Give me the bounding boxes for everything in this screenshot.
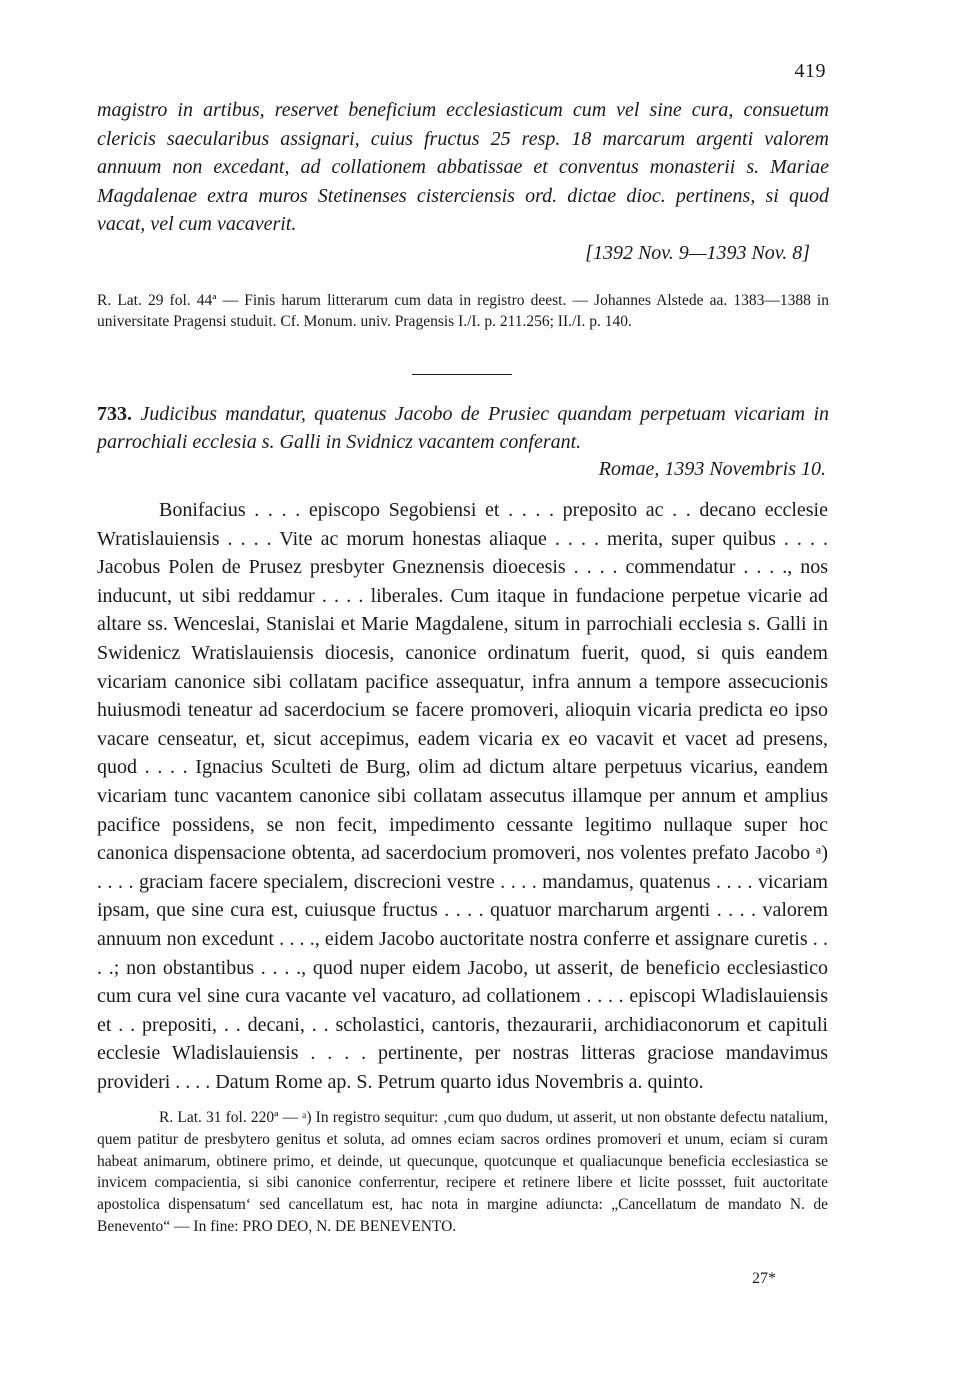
entry-summary: Judicibus mandatur, quatenus Jacobo de Prusiec quandam perpetuam vicariam in parrochiali ecclesia s. Galli in Svidnicz vacantem conferant. bbox=[97, 403, 829, 453]
entry-footnote: R. Lat. 31 fol. 220ª — ᵃ) In registro sequitur: ‚cum quo dudum, ut asserit, ut non obstante defectu natalium, quem patitur de presbytero genitus et soluta, ad omnes eciam sacros ordines promoveri et unum, eciam si curam habeat animarum, obtinere primo, et deinde, ut quecunque, quotcunque et qualiacunque beneficia ecclesiastica se invicem compacientia, si sibi canonice conferrentur, recipere et retinere libere et licite possset, fuit auctoritate apostolica dispensatum‘ sed cancellatum est, hac nota in margine adiuncta: „Cancellatum de mandato N. de Benevento“ — In fine: PRO DEO, N. DE BENEVENTO. bbox=[97, 1109, 828, 1235]
previous-entry-summary: magistro in artibus, reservet beneficium ecclesiasticum cum vel sine cura, consuetum clericis saecularibus assignari, cuius fructus 25 resp. 18 marcarum argenti valorem annuum non excedant, ad collationem abbatissae et conventus monasterii s. Mariae Magdalenae extra muros Stetinenses cisterciensis ord. dictae dioc. pertinens, si quod vacat, vel cum vacaverit. bbox=[97, 99, 829, 235]
entry-text: Bonifacius . . . . episcopo Segobiensi et . . . . preposito ac . . decano ecclesie Wratislauiensis . . . . Vite ac morum honestas aliaque . . . . merita, super quibus . . . . Jacobus Polen de Prusez presbyter Gneznensis dioecesis . . . . commendatur . . . ., nos inducunt, ut sibi reddamur . . . . liberales. Cum itaque in fundacione perpetue vicarie ad altare ss. Wenceslai, Stanislai et Marie Magdalene, situm in parrochiali ecclesia s. Galli in Swidenicz Wratislauiensis diocesis, canonice ordinatum fuerit, quod, si quis eandem vicariam canonice sibi collatam pacifice assequatur, infra annum a tempore assecucionis huiusmodi teneatur ad sacerdocium se facere promoveri, alioquin vicaria predicta eo ipso vacare censeatur, et, sicut accepimus, eadem vicaria ex eo vacavit et vacet ad presens, quod . . . . Ignacius Sculteti de Burg, olim ad dictum altare perpetuus vicarius, eandem vicariam tunc vacantem canonice sibi collatam assecutus illamque per annum et amplius pacifice possidens, se non fecit, impedimento cessante legitimo nullaque super hoc canonica dispensacione obtenta, ad sacerdocium promoveri, nos volentes prefato Jacobo ᵃ) . . . . graciam facere specialem, discrecioni vestre . . . . mandamus, quatenus . . . . vicariam ipsam, que sine cura est, cuiusque fructus . . . . quatuor marcharum argenti . . . . valorem annuum non excedunt . . . ., eidem Jacobo auctoritate nostra conferre et assignare curetis . . . .; non obstantibus . . . ., quod nuper eidem Jacobo, ut asserit, de beneficio ecclesiastico cum cura vel sine cura vacante vel vacaturo, ad collationem . . . . episcopi Wladislauiensis et . . prepositi, . . decani, . . scholastici, cantoris, thezaurarii, archidiaconorum et capituli ecclesie Wladislauiensis . . . . pertinente, per nostras litteras graciose mandavimus provideri . . . . Datum Rome ap. S. Petrum quarto idus Novembris a. quinto. bbox=[97, 499, 828, 1093]
entry-number: 733. bbox=[97, 403, 132, 425]
section-divider bbox=[412, 374, 512, 375]
signature-mark: 27* bbox=[752, 1270, 776, 1287]
entry-date: Romae, 1393 Novembris 10. bbox=[598, 458, 826, 480]
previous-entry-date: [1392 Nov. 9—1393 Nov. 8] bbox=[585, 242, 810, 264]
page-number: 419 bbox=[794, 60, 826, 82]
previous-entry-note: R. Lat. 29 fol. 44ª — Finis harum litterarum cum data in registro deest. — Johannes Alstede aa. 1383—1388 in universitate Pragensi studuit. Cf. Monum. univ. Pragensis I./I. p. 211.256; II./I. p. 140. bbox=[97, 292, 829, 330]
entry-heading bbox=[97, 400, 829, 456]
